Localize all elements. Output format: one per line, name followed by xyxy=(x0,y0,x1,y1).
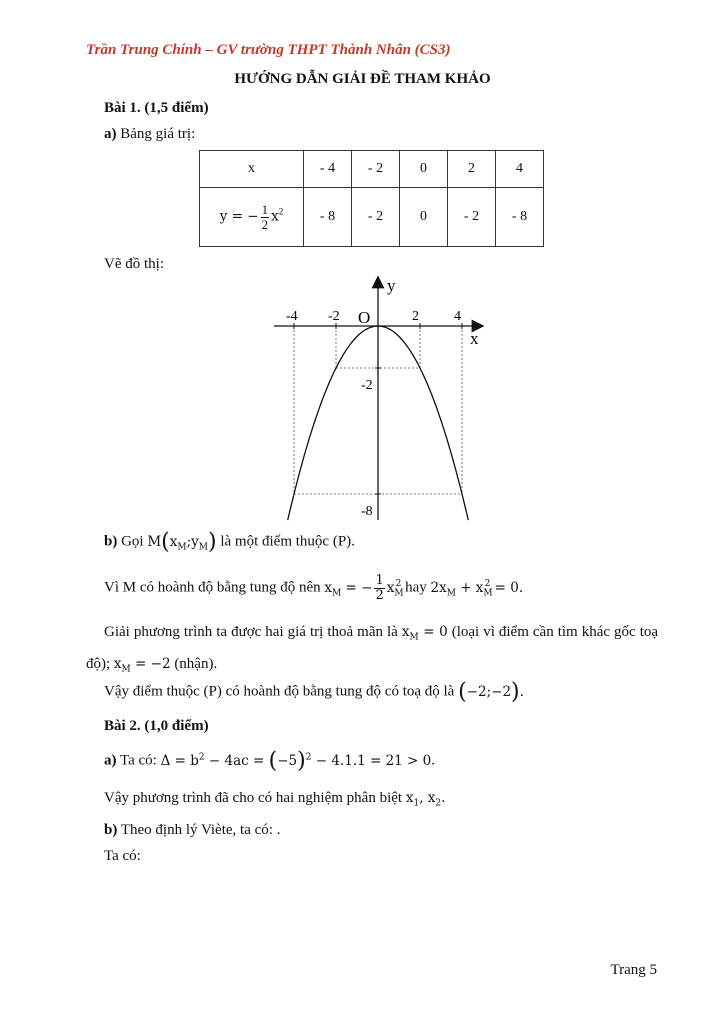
sub: M xyxy=(483,588,493,599)
table-cell: - 8 xyxy=(304,188,352,247)
sub: M xyxy=(409,632,419,643)
y-frac-num: 1 xyxy=(261,201,269,217)
table-cell: 2 xyxy=(448,151,496,188)
giai-paragraph xyxy=(86,619,658,682)
eq-minus-two: = −2 xyxy=(130,655,171,672)
vi-line xyxy=(104,574,523,602)
ve-do-thi: Vẽ đồ thị: xyxy=(104,256,164,272)
delta-1: Δ = b xyxy=(160,752,199,769)
point-m-letter: M xyxy=(147,533,162,550)
bai1-b-text-2: là một điểm thuộc (P). xyxy=(220,533,355,550)
bai1-a-text: Bảng giá trị: xyxy=(120,126,196,142)
vay-text: Vậy điểm thuộc (P) có hoành độ bằng tung độ có toạ độ là xyxy=(104,683,455,700)
bai2-heading: Bài 2. (1,0 điểm) xyxy=(104,718,209,734)
page-title: HƯỚNG DẪN GIẢI ĐỀ THAM KHẢO xyxy=(234,71,491,87)
point-m-y: ;y xyxy=(186,533,199,550)
table-cell: - 4 xyxy=(304,151,352,188)
delta-equation: $\Delta = b^2 - 4ac = (-5)^2 - 4.1.1 = 21 > 0$ xyxy=(160,748,432,773)
table-cell: 4 xyxy=(496,151,544,188)
bai2-b-label: b) xyxy=(104,822,118,838)
sub: M xyxy=(121,664,131,675)
bai1-a xyxy=(104,126,195,143)
table-row-x xyxy=(200,151,544,188)
root-x: x xyxy=(405,790,414,806)
x-tick-label: -2 xyxy=(328,309,340,324)
sub: M xyxy=(332,588,342,599)
giai-eq-2 xyxy=(113,655,171,675)
exp: 2 xyxy=(305,752,312,762)
giai-text-3: (nhận). xyxy=(174,655,218,672)
bai2-a xyxy=(104,750,435,772)
giai-text-2: (loại vì điểm cần tìm khác gốc toạ độ); xyxy=(86,624,659,672)
table-cell: - 8 xyxy=(496,188,544,247)
page-header: Trần Trung Chính – GV trường THPT Thành Nhân (CS3) xyxy=(86,42,451,58)
bai2-b-text: Theo định lý Viète, ta có: . xyxy=(120,822,281,838)
bai1-a-label: a) xyxy=(104,126,117,142)
x-tick-label: 2 xyxy=(412,309,419,324)
half-fraction xyxy=(374,574,384,602)
eq2-b: + x xyxy=(455,579,484,596)
eq-x: x xyxy=(401,624,410,640)
table-cell: - 2 xyxy=(352,188,400,247)
x-axis-label: x xyxy=(470,329,479,348)
vi-equation-2 xyxy=(430,579,524,599)
delta-4: − 4.1.1 = 21 > 0 xyxy=(311,752,432,769)
frac-den: 2 xyxy=(375,587,384,603)
bai1-heading: Bài 1. (1,5 điểm) xyxy=(104,100,209,116)
y-tick-label: -8 xyxy=(361,504,373,519)
bai2-taco: Ta có: xyxy=(104,848,141,864)
coords: −2;−2 xyxy=(466,683,512,700)
giai-eq-1 xyxy=(401,624,448,643)
y-frac-den: 2 xyxy=(261,216,269,232)
delta-end: . xyxy=(431,752,436,769)
vay-coords: (−2;−2). xyxy=(458,679,524,704)
delta-2: − 4ac = xyxy=(204,752,269,769)
y-var: x xyxy=(271,208,279,225)
bai2-vay-text: Vậy phương trình đã cho có hai nghiệm phân biệt xyxy=(104,790,403,806)
table-cell: 0 xyxy=(400,151,448,188)
x-tick-label: -4 xyxy=(286,309,298,324)
sub-sup xyxy=(394,588,403,598)
eq-x: x xyxy=(386,579,395,596)
bai2-a-text: Ta có: xyxy=(119,752,157,769)
exp: 2 xyxy=(198,752,205,762)
table-cell: - 2 xyxy=(448,188,496,247)
exp: 2 xyxy=(484,579,491,590)
parabola-graph xyxy=(270,270,500,530)
point-m-x: x xyxy=(169,533,178,550)
eq2-c: = 0. xyxy=(490,579,524,596)
vay-line xyxy=(104,681,524,703)
table-cell: 0 xyxy=(400,188,448,247)
sub: M xyxy=(177,542,187,553)
table-cell: - 2 xyxy=(352,151,400,188)
sub: M xyxy=(446,588,456,599)
roots: $x_1$, $x_2$. xyxy=(405,790,446,809)
bai2-vay xyxy=(104,790,445,809)
root-x: x xyxy=(427,790,436,806)
page-number: Trang 5 xyxy=(610,962,657,978)
sub: M xyxy=(394,588,404,599)
eq-zero: = 0 xyxy=(418,624,448,640)
y-axis-label: y xyxy=(387,276,396,295)
delta-3: −5 xyxy=(277,752,298,769)
table-row-y xyxy=(200,188,544,247)
bai2-a-label: a) xyxy=(104,752,117,769)
hay-text: hay xyxy=(405,579,427,596)
frac-num: 1 xyxy=(375,573,384,588)
bai2-b xyxy=(104,822,280,839)
value-table xyxy=(199,150,544,247)
bai1-b-text: Gọi xyxy=(121,533,144,550)
bai1-b-label: b) xyxy=(104,533,118,550)
vi-text: Vì M có hoành độ bằng tung độ nên xyxy=(104,579,321,596)
eq-mid: = − xyxy=(341,579,373,596)
y-fraction xyxy=(261,203,270,231)
table-y-label xyxy=(200,188,304,247)
eq2: 2x xyxy=(430,579,447,596)
eq-x: x xyxy=(324,579,333,596)
table-x-label: x xyxy=(200,151,304,188)
bai1-b xyxy=(104,531,355,553)
y-exp: 2 xyxy=(278,206,284,217)
vi-equation xyxy=(324,573,404,603)
sub: M xyxy=(198,542,209,553)
giai-text: Giải phương trình ta được hai giá trị thoả mãn là xyxy=(104,624,398,640)
x-tick-label: 4 xyxy=(454,309,461,324)
y-prefix: y = − xyxy=(219,208,259,225)
origin-label: O xyxy=(358,308,371,327)
exp: 2 xyxy=(395,579,402,590)
point-m: $M(x_M;y_M)$ xyxy=(147,529,217,554)
eq-x: x xyxy=(113,655,122,672)
y-tick-label: -2 xyxy=(361,378,373,393)
